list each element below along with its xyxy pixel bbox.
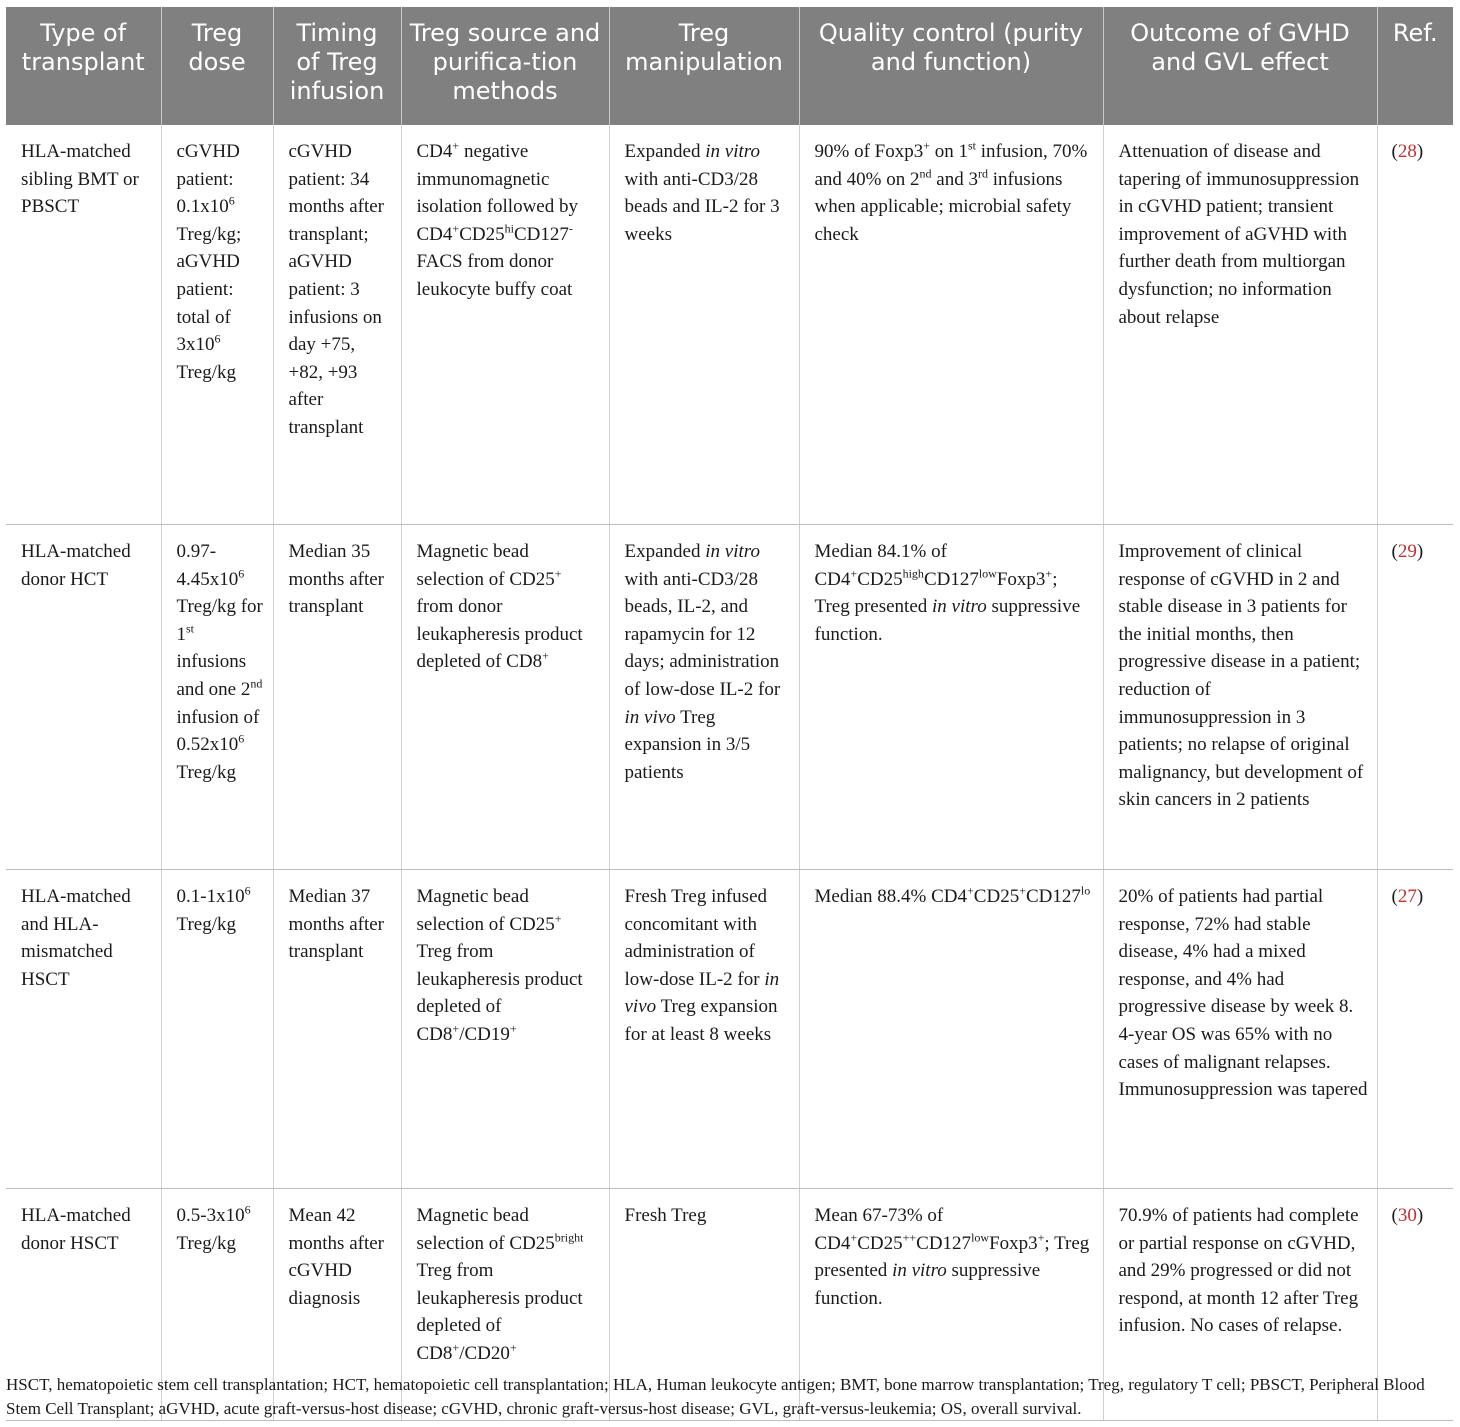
cell-type: HLA-matched donor HSCT	[6, 1189, 161, 1421]
cell-timing: Median 37 months after transplant	[273, 870, 401, 1189]
table-body	[6, 125, 1453, 1421]
cell-dose: $0.1-1x10^6$ Treg/kg	[161, 870, 273, 1189]
cell-dose: cGVHD patient: $0.1x10^6$ Treg/kg; aGVHD patient: total of $3x10^6$ Treg/kg	[161, 125, 273, 525]
cell-manipulation: Fresh Treg infused concomitant with administration of low-dose IL-2 for in vivo Treg expansion for at least 8 weeks	[609, 870, 799, 1189]
table-row	[6, 525, 1453, 870]
cell-quality: Median 88.4% $CD4^+CD25^+CD127^{lo}$	[799, 870, 1103, 1189]
ref-link[interactable]: 29	[1397, 541, 1417, 562]
header-ref: Ref.	[1377, 7, 1453, 125]
cell-outcome: Improvement of clinical response of cGVHD in 2 and stable disease in 3 patients for the initial months, then progressive disease in a patient; reduction of immunosuppression in 3 patients; no relapse of original malignancy, but development of skin cancers in 2 patients	[1103, 525, 1377, 870]
cell-type: HLA-matched and HLA-mismatched HSCT	[6, 870, 161, 1189]
cell-manipulation: Expanded in vitro with anti-CD3/28 beads and IL-2 for 3 weeks	[609, 125, 799, 525]
cell-source: Magnetic bead selection of $CD25^{bright}$ Treg from leukapheresis product depleted of CD8+/CD20+	[401, 1189, 609, 1421]
table-row	[6, 125, 1453, 525]
cell-outcome: Attenuation of disease and tapering of immunosuppression in cGVHD patient; transient improvement of aGVHD with further death from multiorgan dysfunction; no information about relapse	[1103, 125, 1377, 525]
cell-quality: Median 84.1% of $CD4^+CD25^{high}CD127^{low}Foxp3^+$; Treg presented in vitro suppressive function.	[799, 525, 1103, 870]
cell-ref: (30)	[1377, 1189, 1453, 1421]
cell-outcome: 70.9% of patients had complete or partial response on cGVHD, and 29% progressed or did not respond, at month 12 after Treg infusion. No cases of relapse.	[1103, 1189, 1377, 1421]
table-row	[6, 870, 1453, 1189]
cell-quality: Mean 67-73% of $CD4^+CD25^{++}CD127^{low}Foxp3^+$; Treg presented in vitro suppressive function.	[799, 1189, 1103, 1421]
header-quality: Quality control (purity and function)	[799, 7, 1103, 125]
header-timing: Timing of Treg infusion	[273, 7, 401, 125]
cell-timing: Mean 42 months after cGVHD diagnosis	[273, 1189, 401, 1421]
table-header	[6, 7, 1453, 125]
ref-link[interactable]: 27	[1397, 886, 1417, 907]
cell-ref: (29)	[1377, 525, 1453, 870]
cell-dose: $0.97-4.45x10^6$ Treg/kg for 1st infusions and one 2nd infusion of $0.52x10^6$ Treg/kg	[161, 525, 273, 870]
cell-type: HLA-matched donor HCT	[6, 525, 161, 870]
cell-ref: (28)	[1377, 125, 1453, 525]
header-manipulation: Treg manipulation	[609, 7, 799, 125]
header-outcome: Outcome of GVHD and GVL effect	[1103, 7, 1377, 125]
cell-timing: cGVHD patient: 34 months after transplant; aGVHD patient: 3 infusions on day +75, +82, +93 after transplant	[273, 125, 401, 525]
header-type: Type of transplant	[6, 7, 161, 125]
ref-link[interactable]: 30	[1397, 1205, 1417, 1226]
header-dose: Treg dose	[161, 7, 273, 125]
cell-source: Magnetic bead selection of CD25+ Treg from leukapheresis product depleted of CD8+/CD19+	[401, 870, 609, 1189]
header-source: Treg source and purifica-tion methods	[401, 7, 609, 125]
cell-source: CD4+ negative immunomagnetic isolation followed by $CD4^+CD25^{hi}CD127^-$ FACS from donor leukocyte buffy coat	[401, 125, 609, 525]
header-row	[6, 7, 1453, 125]
table-footnote: HSCT, hematopoietic stem cell transplantation; HCT, hematopoietic cell transplantation; HLA, Human leukocyte antigen; BMT, bone marrow transplantation; Treg, regulatory T cell; PBSCT, Peripheral Blood Stem Cell Transplant; aGVHD, acute graft-versus-host disease; cGVHD, chronic graft-versus-host disease; GVL, graft-versus-leukemia; OS, overall survival.	[6, 1375, 1425, 1418]
cell-timing: Median 35 months after transplant	[273, 525, 401, 870]
cell-manipulation: Expanded in vitro with anti-CD3/28 beads, IL-2, and rapamycin for 12 days; administration of low-dose IL-2 for in vivo Treg expansion in 3/5 patients	[609, 525, 799, 870]
cell-manipulation: Fresh Treg	[609, 1189, 799, 1421]
cell-outcome: 20% of patients had partial response, 72% had stable disease, 4% had a mixed response, and 4% had progressive disease by week 8. 4-year OS was 65% with no cases of malignant relapses. Immunosuppression was tapered	[1103, 870, 1377, 1189]
cell-ref: (27)	[1377, 870, 1453, 1189]
cell-type: HLA-matched sibling BMT or PBSCT	[6, 125, 161, 525]
ref-link[interactable]: 28	[1397, 141, 1417, 162]
cell-source: Magnetic bead selection of CD25+ from donor leukapheresis product depleted of CD8+	[401, 525, 609, 870]
treg-trials-table	[6, 7, 1453, 1421]
cell-quality: 90% of Foxp3+ on 1st infusion, 70% and 40% on 2nd and 3rd infusions when applicable; microbial safety check	[799, 125, 1103, 525]
cell-dose: $0.5-3x10^6$ Treg/kg	[161, 1189, 273, 1421]
